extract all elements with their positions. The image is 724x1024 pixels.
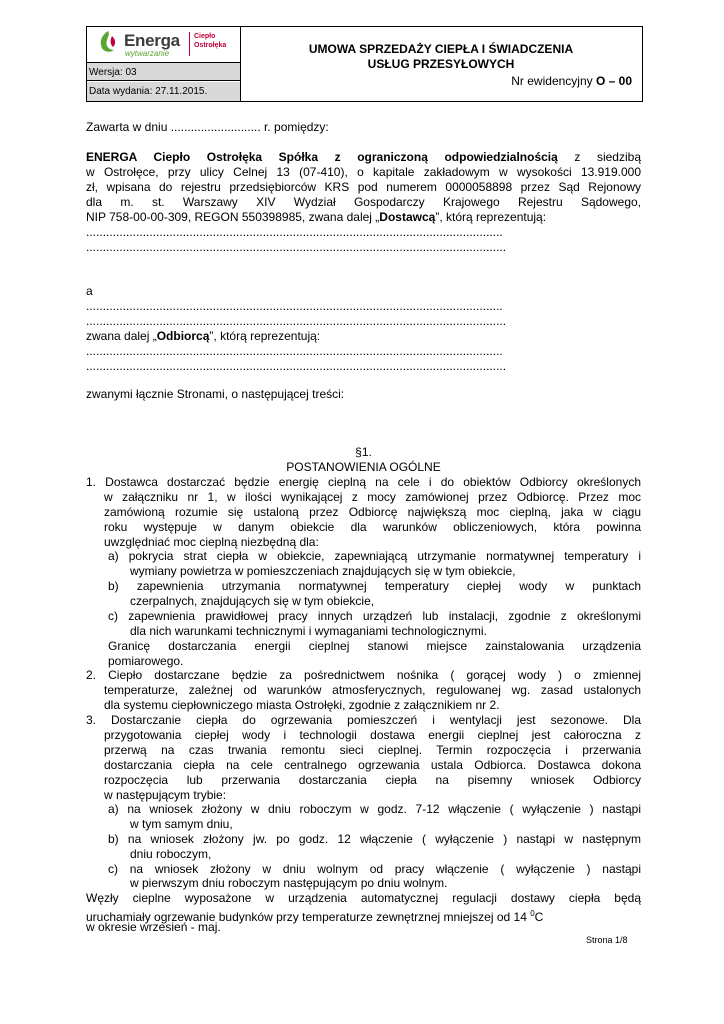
- company-line-1: ENERGA Ciepło Ostrołęka Spółka z ograniczoną odpowiedzialnością z siedzibą: [86, 150, 641, 164]
- zawarta-line: Zawarta w dniu ........................... r. pomiędzy:: [86, 120, 329, 134]
- para-1-line-4: roku występuje w danym obiekcie dla warunków obliczeniowych, która powinna: [104, 520, 641, 534]
- strony-line: zwanymi łącznie Stronami, o następującej treści:: [86, 387, 345, 401]
- logo-ciepło-ostroleka: Ciepło Ostrołęka: [194, 33, 227, 49]
- para-1a-line-2: wymiany powietrza w pomieszczeniach znajdujących się w tym obiekcie,: [130, 564, 516, 578]
- section-number: §1.: [355, 445, 372, 459]
- company-line-4: dla m. st. Warszawy XIV Wydział Gospodarczy Krajowego Rejestru Sądowego,: [86, 195, 641, 209]
- dotted-line-1: .............................................................................................................................: [86, 225, 503, 239]
- company-line-5: NIP 758-00-00-309, REGON 550398985, zwana dalej „Dostawcą”, którą reprezentują:: [86, 210, 547, 224]
- para-3b-line-1: b) na wniosek złożony jw. po godz. 12 włączenie ( wyłączenie ) nastąpi w następnym: [108, 832, 641, 846]
- para-3a-line-2: w tym samym dniu,: [130, 817, 233, 831]
- issue-date-label: Data wydania: 27.11.2015.: [87, 82, 240, 101]
- document-header: [86, 26, 643, 102]
- energa-flame-icon: [97, 30, 119, 54]
- header-left-panel: [87, 27, 241, 101]
- para-3b-line-2: dniu roboczym,: [130, 847, 212, 861]
- section-title: POSTANOWIENIA OGÓLNE: [286, 460, 441, 474]
- dotted-line-2: ..............................................................................................................................: [86, 240, 507, 254]
- document-title: UMOWA SPRZEDAŻY CIEPŁA I ŚWIADCZENIA USŁUG PRZESYŁOWYCH: [308, 42, 574, 71]
- para-1a-line-1: a) pokrycia strat ciepła w obiekcie, zapewniającą utrzymanie normatywnej temperatury i: [108, 549, 641, 563]
- para-3a-line-1: a) na wniosek złożony w dniu roboczym w godz. 7-12 włączenie ( wyłączenie ) nastąpi: [108, 802, 641, 816]
- para-1g-line-2: pomiarowego.: [108, 654, 184, 668]
- para-1c-line-1: c) zapewnienia prawidłowej pracy innych urządzeń lub instalacji, zgodnie z określonymi: [108, 609, 641, 623]
- para-3-line-1: 3. Dostarczanie ciepła do ogrzewania pomieszczeń i wentylacji jest sezonowe. Dla: [86, 713, 641, 727]
- logo-name: Energa: [124, 31, 180, 50]
- registry-number: Nr ewidencyjny O – 00: [511, 74, 632, 88]
- page-number: Strona 1/8: [586, 935, 628, 945]
- version-label: Wersja: 03: [87, 62, 240, 81]
- dotted-line-3: .............................................................................................................................: [86, 299, 503, 313]
- para-3-line-5: rozpoczęcia lub przerwania dostarczania ciepła na pisemny wniosek Odbiorcy: [104, 773, 641, 787]
- para-1g-line-1: Granicę dostarczania energii cieplnej stanowi miejsce zainstalowania urządzenia: [108, 639, 641, 653]
- dotted-line-5: .............................................................................................................................: [86, 344, 503, 358]
- para-3-line-4: dostarczania ciepła na cele centralnego ogrzewania ustala Odbiorca. Dostawca dokona: [104, 758, 641, 772]
- para-1-line-2: w załączniku nr 1, w ilości wynikającej z mocy zamówionej przez Odbiorcę. Przez moc: [104, 490, 641, 504]
- para-3-line-2: przygotowania ciepłej wody i technologii dostawa energii cieplnej jest całoroczna z: [104, 728, 641, 742]
- para-3c-line-2: w pierwszym dniu roboczym następującym po dniu wolnym.: [130, 876, 448, 890]
- conjunction-a: a: [86, 284, 93, 298]
- company-line-3: zł, wpisana do rejestru przedsiębiorców KRS pod numerem 0000058898 przez Sąd Rejonowy: [86, 180, 641, 194]
- energa-logo: [87, 27, 240, 62]
- para-2-line-2: temperaturze, zależnej od warunków atmosferycznych, regulowanej wg. zasad ustalonych: [104, 683, 641, 697]
- para-w-line-1: Węzły cieplne wyposażone w urządzenia automatycznej regulacji dostawy ciepła będą: [86, 891, 641, 905]
- para-1-line-5: uwzględniać moc cieplną niezbędną dla:: [104, 535, 319, 549]
- para-1b-line-1: b) zapewnienia utrzymania normatywnej temperatury ciepłej wody w punktach: [108, 579, 641, 593]
- company-line-2: w Ostrołęce, przy ulicy Celnej 13 (07-410), o kapitale zakładowym w wysokości 13.919.000: [86, 165, 641, 179]
- logo-divider: [189, 32, 190, 56]
- logo-subtitle: wytwarzanie: [125, 49, 170, 58]
- dotted-line-4: ..............................................................................................................................: [86, 314, 507, 328]
- para-1c-line-2: dla nich warunkami technicznymi i wymaganiami technologicznymi.: [130, 624, 487, 638]
- para-3-line-3: przerwą na czas trwania remontu sieci cieplnej. Termin rozpoczęcia i przerwania: [104, 743, 641, 757]
- para-2-line-3: dla systemu ciepłowniczego miasta Ostrołęki, zgodnie z załącznikiem nr 2.: [104, 698, 500, 712]
- para-w-line-2: uruchamiały ogrzewanie budynków przy temperaturze zewnętrznej mniejszej od 14 $^0$C: [86, 909, 544, 924]
- para-3-line-6: w następującym trybie:: [104, 788, 227, 802]
- dotted-line-6: ..............................................................................................................................: [86, 359, 507, 373]
- para-3c-line-1: c) na wniosek złożony w dniu wolnym od pracy włączenie ( wyłączenie ) nastąpi: [108, 862, 641, 876]
- para-1b-line-2: czerpalnych, znajdujących się w tym obiekcie,: [130, 594, 375, 608]
- para-2-line-1: 2. Ciepło dostarczane będzie za pośrednictwem nośnika ( gorącej wody ) o zmiennej: [86, 668, 641, 682]
- odbiorca-line: zwana dalej „Odbiorcą”, którą reprezentują:: [86, 329, 321, 343]
- para-w-line-3: w okresie wrzesień - maj.: [86, 920, 221, 934]
- para-1-line-3: zamówioną rozumie się ustaloną przez Odbiorcę największą moc cieplną, jaka w ciągu: [104, 505, 641, 519]
- para-1-line-1: 1. Dostawca dostarczać będzie energię cieplną na cele i do obiektów Odbiorcy określonych: [86, 475, 641, 489]
